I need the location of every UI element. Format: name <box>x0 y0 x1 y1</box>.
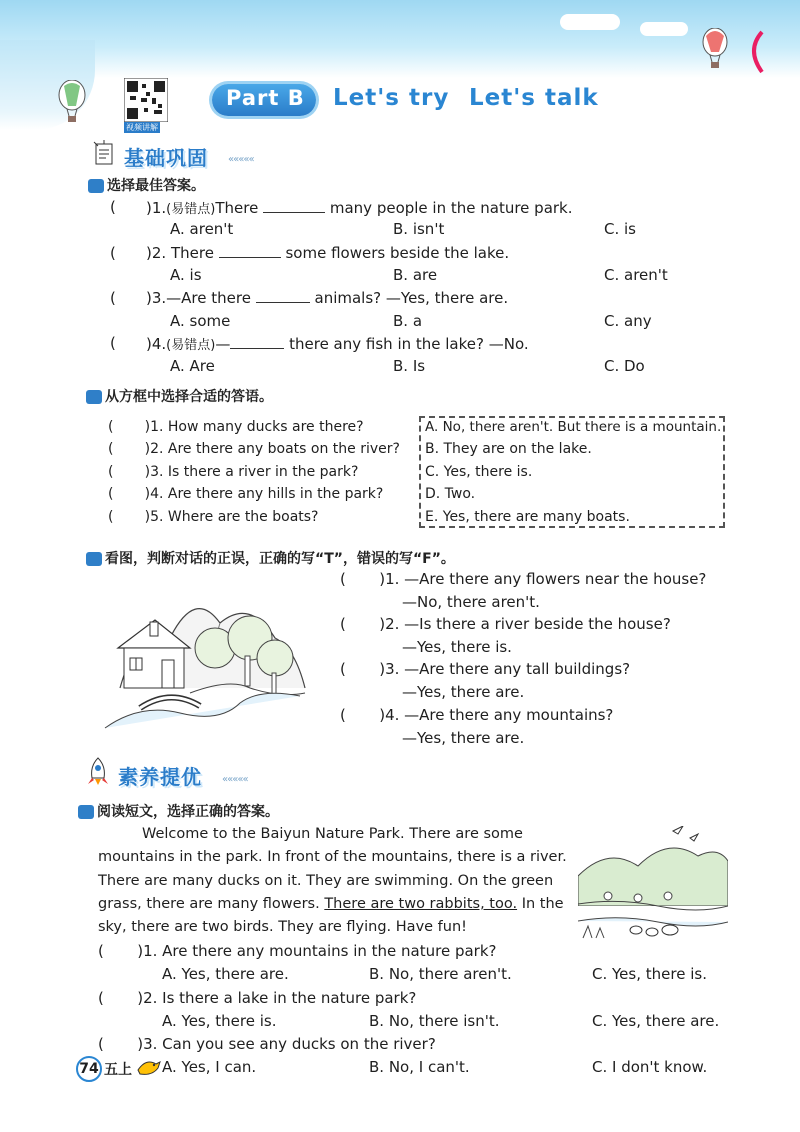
s3-q1[interactable]: ( )1. —Are there any flowers near the house? <box>340 570 707 588</box>
s3-q2[interactable]: ( )2. —Is there a river beside the house? <box>340 615 671 633</box>
chevron-decoration: ««««« <box>228 154 254 165</box>
section-1-title: 选择最佳答案。 <box>88 175 205 195</box>
part-label: Part B <box>226 86 305 110</box>
rocket-icon <box>84 756 112 786</box>
s4-q3[interactable]: ( )3. Can you see any ducks on the river? <box>98 1035 436 1053</box>
underlined-sentence: There are two rabbits, too. <box>324 896 518 912</box>
passage-line-2: mountains in the park. In front of the mountains, there is a river. <box>98 849 567 865</box>
s1-q2-option-c[interactable]: C. aren't <box>604 266 668 284</box>
s4-q3-option-a[interactable]: A. Yes, I can. <box>162 1058 257 1076</box>
s1-q2-stem: )2. There some flowers beside the lake. <box>146 244 510 262</box>
sky-banner <box>0 0 800 78</box>
s4-q3-option-c[interactable]: C. I don't know. <box>592 1058 708 1076</box>
s4-q3-option-b[interactable]: B. No, I can't. <box>369 1058 470 1076</box>
cloud-icon <box>560 14 620 30</box>
s1-q3-stem: )3.—Are there animals? —Yes, there are. <box>146 289 509 307</box>
grade-label: 五上 <box>104 1062 132 1078</box>
chevron-decoration: ««««« <box>222 774 248 785</box>
s1-q3-paren[interactable]: ( <box>110 289 116 307</box>
s1-q3-option-c[interactable]: C. any <box>604 312 652 330</box>
qr-code-icon[interactable] <box>124 78 168 122</box>
page-number: 74 <box>76 1056 102 1082</box>
notebook-icon <box>90 140 118 168</box>
s4-q2[interactable]: ( )2. Is there a lake in the nature park? <box>98 989 417 1007</box>
s1-q4-stem: )4.(易错点)— there any fish in the lake? —No. <box>146 335 529 353</box>
section-number-badge <box>86 552 102 566</box>
s1-q3-option-b[interactable]: B. a <box>393 312 423 330</box>
passage-line-1: Welcome to the Baiyun Nature Park. There are some <box>142 826 523 842</box>
s2-q3[interactable]: ( )3. Is there a river in the park? <box>108 464 359 480</box>
s4-q2-option-a[interactable]: A. Yes, there is. <box>162 1012 277 1030</box>
hot-air-balloon-icon <box>700 28 730 70</box>
s3-a1: —No, there aren't. <box>402 593 540 611</box>
s3-q3[interactable]: ( )3. —Are there any tall buildings? <box>340 660 631 678</box>
qr-caption: 视频讲解 <box>126 123 158 132</box>
s2-answer-c: C. Yes, there is. <box>425 464 533 480</box>
s4-q1[interactable]: ( )1. Are there any mountains in the nature park? <box>98 942 497 960</box>
s1-q2-option-b[interactable]: B. are <box>393 266 438 284</box>
s4-q1-option-a[interactable]: A. Yes, there are. <box>162 965 289 983</box>
house-river-illustration <box>100 578 320 740</box>
s1-q2-paren[interactable]: ( <box>110 244 116 262</box>
section-4-title: 阅读短文，选择正确的答案。 <box>78 801 279 821</box>
s1-q4-option-c[interactable]: C. Do <box>604 357 645 375</box>
s1-q2-option-a[interactable]: A. is <box>170 266 202 284</box>
section-badge-basic: 基础巩固 <box>124 146 208 170</box>
section-number-badge <box>88 179 104 193</box>
s1-q4-option-a[interactable]: A. Are <box>170 357 215 375</box>
s1-q1-stem: )1.(易错点)There many people in the nature park. <box>146 199 573 217</box>
s2-q1[interactable]: ( )1. How many ducks are there? <box>108 419 364 435</box>
s2-answer-b: B. They are on the lake. <box>425 441 592 457</box>
s2-q2[interactable]: ( )2. Are there any boats on the river? <box>108 441 400 457</box>
s3-a4: —Yes, there are. <box>402 729 525 747</box>
section-badge-advanced: 素养提优 <box>118 765 202 789</box>
s3-a3: —Yes, there are. <box>402 683 525 701</box>
s1-q1-paren[interactable]: ( <box>110 198 116 216</box>
s1-q1-option-c[interactable]: C. is <box>604 220 636 238</box>
passage-line-3: There are many ducks on it. They are swimming. On the green <box>98 873 554 889</box>
section-2-title: 从方框中选择合适的答语。 <box>86 386 273 406</box>
s2-q4[interactable]: ( )4. Are there any hills in the park? <box>108 486 384 502</box>
s1-q4-paren[interactable]: ( <box>110 334 116 352</box>
s4-q2-option-c[interactable]: C. Yes, there are. <box>592 1012 720 1030</box>
s4-q1-option-c[interactable]: C. Yes, there is. <box>592 965 707 983</box>
s2-answer-e: E. Yes, there are many boats. <box>425 509 630 525</box>
header-title-lets-try: Let's try <box>333 85 450 111</box>
s1-q1-option-a[interactable]: A. aren't <box>170 220 234 238</box>
s1-q1-option-b[interactable]: B. isn't <box>393 220 445 238</box>
passage-line-5: sky, there are two birds. They are flying. Have fun! <box>98 919 467 935</box>
section-number-badge <box>86 390 102 404</box>
s2-answer-a: A. No, there aren't. But there is a mountain. <box>425 419 722 435</box>
s4-q1-option-b[interactable]: B. No, there aren't. <box>369 965 512 983</box>
nature-park-illustration <box>578 826 728 946</box>
section-3-title: 看图，判断对话的正误，正确的写“T”，错误的写“F”。 <box>86 548 455 568</box>
s3-q4[interactable]: ( )4. —Are there any mountains? <box>340 706 614 724</box>
cloud-icon <box>640 22 688 36</box>
s1-q3-option-a[interactable]: A. some <box>170 312 231 330</box>
s1-q4-option-b[interactable]: B. Is <box>393 357 426 375</box>
header-title-lets-talk: Let's talk <box>469 85 599 111</box>
bird-icon <box>136 1056 162 1078</box>
section-number-badge <box>78 805 94 819</box>
s3-a2: —Yes, there is. <box>402 638 512 656</box>
s4-q2-option-b[interactable]: B. No, there isn't. <box>369 1012 500 1030</box>
hot-air-balloon-icon <box>742 30 768 74</box>
s2-answer-d: D. Two. <box>425 486 476 502</box>
s2-q5[interactable]: ( )5. Where are the boats? <box>108 509 319 525</box>
hot-air-balloon-icon <box>56 80 88 124</box>
passage-line-4: grass, there are many flowers. There are two rabbits, too. In the <box>98 896 564 912</box>
